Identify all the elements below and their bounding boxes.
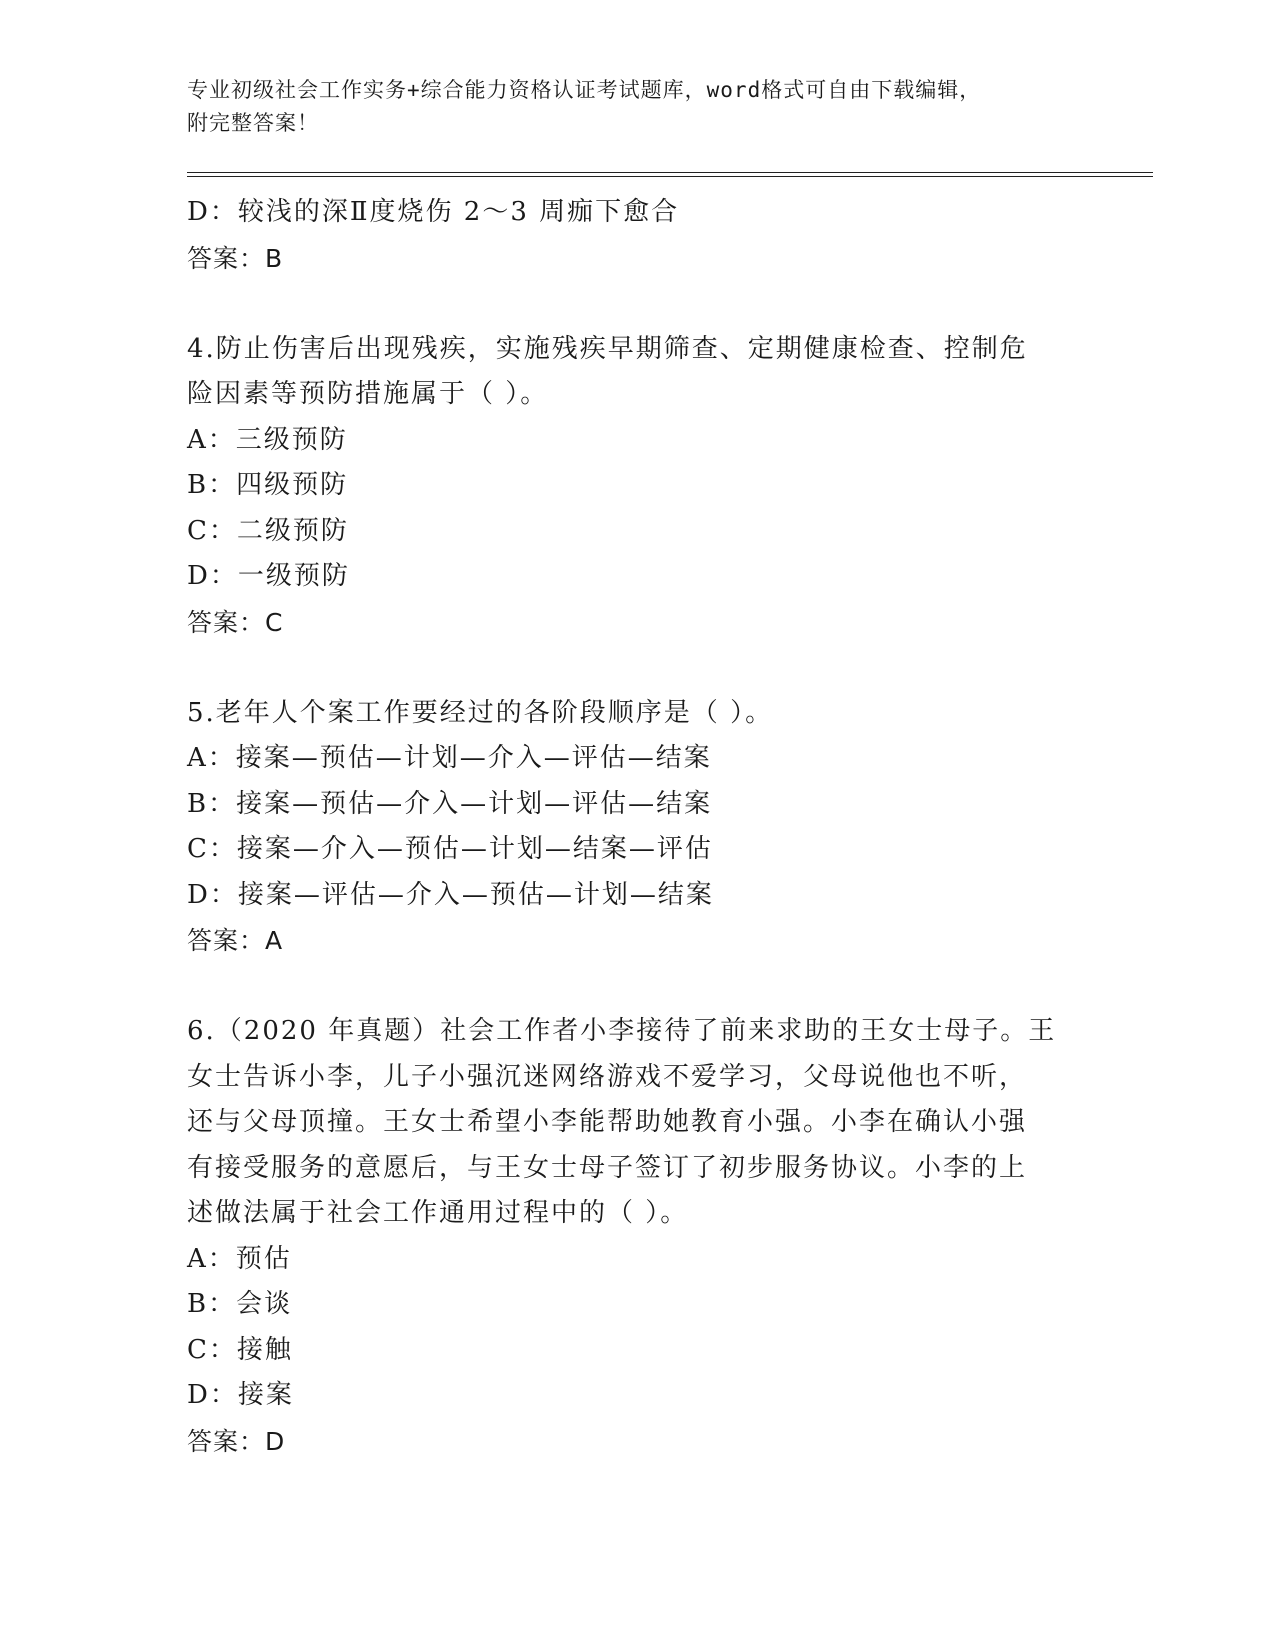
header-rule-bottom xyxy=(187,176,1153,177)
option-a: A：三级预防 xyxy=(187,424,348,455)
header-line-2: 附完整答案！ xyxy=(187,111,319,135)
option-b: B：会谈 xyxy=(187,1289,293,1319)
question-3-tail xyxy=(187,190,1077,281)
question-5 xyxy=(187,691,1077,964)
document-header xyxy=(187,74,1087,140)
option-d: D：接案 xyxy=(187,1380,294,1410)
spacer xyxy=(187,645,1077,691)
question-stem-line: 女士告诉小李，儿子小强沉迷网络游戏不爱学习，父母说他也不听， xyxy=(187,1061,1028,1092)
question-stem-line: 4.防止伤害后出现残疾，实施残疾早期筛查、定期健康检查、控制危 xyxy=(187,333,1028,364)
question-4 xyxy=(187,327,1077,646)
question-stem-line: 6.（2020 年真题）社会工作者小李接待了前来求助的王女士母子。王 xyxy=(187,1016,1057,1046)
answer: 答案：B xyxy=(187,243,284,273)
spacer xyxy=(187,281,1077,327)
option-a: A：预估 xyxy=(187,1243,292,1274)
option-b: B：四级预防 xyxy=(187,470,349,500)
question-stem-line: 险因素等预防措施属于（ ）。 xyxy=(187,379,549,409)
spacer xyxy=(187,964,1077,1010)
question-list xyxy=(187,190,1077,1464)
header-line-1: 专业初级社会工作实务+综合能力资格认证考试题库，word格式可自由下载编辑， xyxy=(187,78,982,102)
question-stem-line: 还与父母顶撞。王女士希望小李能帮助她教育小强。小李在确认小强 xyxy=(187,1107,1028,1137)
option-d: D：一级预防 xyxy=(187,561,350,591)
option-b: B：接案—预估—介入—计划—评估—结案 xyxy=(187,788,713,819)
answer: 答案：C xyxy=(187,607,284,637)
option-d: D：较浅的深Ⅱ度烧伤 2～3 周痂下愈合 xyxy=(187,197,680,227)
answer: 答案：A xyxy=(187,926,284,955)
question-6 xyxy=(187,1009,1077,1464)
answer: 答案：D xyxy=(187,1426,286,1456)
question-stem-line: 5.老年人个案工作要经过的各阶段顺序是（ ）。 xyxy=(187,697,774,728)
option-c: C：接案—介入—预估—计划—结案—评估 xyxy=(187,834,713,864)
option-c: C：二级预防 xyxy=(187,515,349,546)
option-d: D：接案—评估—介入—预估—计划—结案 xyxy=(187,879,714,910)
option-a: A：接案—预估—计划—介入—评估—结案 xyxy=(187,743,712,773)
header-rule-top xyxy=(187,172,1153,173)
option-c: C：接触 xyxy=(187,1334,293,1365)
question-stem-line: 述做法属于社会工作通用过程中的（ ）。 xyxy=(187,1198,689,1228)
question-stem-line: 有接受服务的意愿后，与王女士母子签订了初步服务协议。小李的上 xyxy=(187,1152,1028,1183)
